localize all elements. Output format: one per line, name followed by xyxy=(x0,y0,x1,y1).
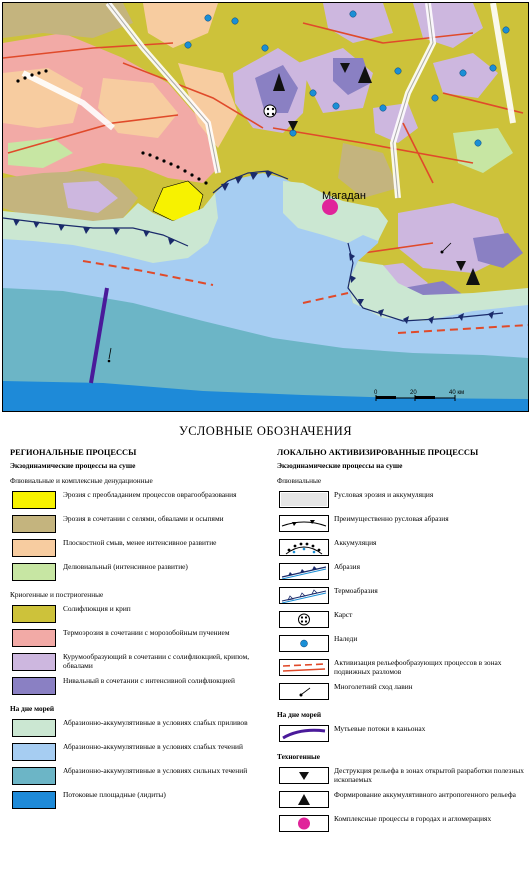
avalanche-icon xyxy=(279,683,329,700)
legend-item xyxy=(10,717,268,740)
map-canvas xyxy=(3,3,528,411)
legend-swatch xyxy=(12,767,56,785)
river-channel-icon xyxy=(279,491,329,508)
legend-item xyxy=(277,723,527,746)
legend-label: Абразионно-аккумулятивные в условиях слабых течений xyxy=(63,742,243,751)
legend-item xyxy=(277,657,527,680)
legend-label: Абразионно-аккумулятивные в условиях слабых приливов xyxy=(63,718,248,727)
legend-label: Эрозия с преобладанием процессов оврагообразования xyxy=(63,490,237,499)
legend-label: Активизация рельефообразующих процессов в зонах подвижных разломов xyxy=(334,658,502,677)
legend-item xyxy=(277,681,527,704)
thermoabrasion-icon xyxy=(279,587,329,604)
technogenic-group-title: Техногенные xyxy=(277,752,320,761)
legend-swatch xyxy=(12,605,56,623)
legend-regional xyxy=(10,448,268,813)
cryogenic-group-title: Криогенные и постриогенные xyxy=(10,590,104,599)
legend-swatch xyxy=(12,719,56,737)
legend-label: Курумообразующий в сочетании с солифлюкцией, крипом, обвалами xyxy=(63,652,250,671)
legend-label: Формирование аккумулятивного антропогенного рельефа xyxy=(334,790,516,799)
legend-label: Нивальный в сочетании с интенсивной солифлюкцией xyxy=(63,676,235,685)
legend-label: Термоэрозия в сочетании с морозобойным пучением xyxy=(63,628,230,637)
legend-title: УСЛОВНЫЕ ОБОЗНАЧЕНИЯ xyxy=(178,424,353,438)
legend-label: Комплексные процессы в городах и агломерациях xyxy=(334,814,492,823)
karst-icon xyxy=(279,611,329,628)
mining-destruction-icon xyxy=(279,767,329,784)
legend-item xyxy=(10,765,268,788)
legend-label: Эрозия в сочетании с селями, обвалами и осыпями xyxy=(63,514,224,523)
fluvial-items xyxy=(277,489,527,704)
legend-item xyxy=(277,813,527,836)
legend-label: Абразия xyxy=(334,562,360,571)
seabed-items xyxy=(277,723,527,746)
fault-zone-icon xyxy=(279,659,329,676)
legend-label: Аккумуляция xyxy=(334,538,377,547)
legend-swatch xyxy=(12,653,56,671)
map-panel xyxy=(2,2,529,412)
legend-label: Мутьевые потоки в каньонах xyxy=(334,724,426,733)
legend-label: Деструкция рельефа в зонах открытой разработки полезных ископаемых xyxy=(334,766,524,785)
legend-label: Преимущественно русловая абразия xyxy=(334,514,449,523)
karst-symbol xyxy=(264,105,276,117)
scale-label-40: 40 км xyxy=(449,390,465,396)
legend-label: Абразионно-аккумулятивные в условиях сильных течений xyxy=(63,766,248,775)
regional-heading: РЕГИОНАЛЬНЫЕ ПРОЦЕССЫ xyxy=(10,448,137,457)
legend-label: Русловая эрозия и аккумуляция xyxy=(334,490,434,499)
legend-swatch xyxy=(12,515,56,533)
scale-label-0: 0 xyxy=(374,390,378,396)
legend-item xyxy=(10,513,268,536)
legend-item xyxy=(277,609,527,632)
legend-label: Солифлюкция и крип xyxy=(63,604,131,613)
legend-label: Наледи xyxy=(334,634,358,643)
legend-item xyxy=(10,651,268,674)
legend-item xyxy=(10,627,268,650)
accumulation-icon xyxy=(279,539,329,556)
legend-item xyxy=(277,513,527,536)
legend-local xyxy=(277,448,527,837)
anthropogenic-relief-icon xyxy=(279,791,329,808)
legend-item xyxy=(277,489,527,512)
regional-groups xyxy=(10,476,268,812)
legend-swatch xyxy=(12,563,56,581)
legend-item xyxy=(277,585,527,608)
magadan-label: Магадан xyxy=(322,190,366,202)
seabed-group-title: На дне морей xyxy=(277,710,322,719)
regional-subheading: Экзодинамические процессы на суше xyxy=(10,461,136,470)
local-heading: ЛОКАЛЬНО АКТИВИЗИРОВАННЫЕ ПРОЦЕССЫ xyxy=(277,448,479,457)
legend-item xyxy=(10,489,268,512)
legend-swatch xyxy=(12,539,56,557)
legend-swatch xyxy=(12,629,56,647)
urban-icon xyxy=(279,815,329,832)
legend-item xyxy=(10,789,268,812)
legend-label: Термоабразия xyxy=(334,586,378,595)
legend-swatch xyxy=(12,491,56,509)
legend-item xyxy=(10,741,268,764)
legend-swatch xyxy=(12,791,56,809)
abrasion-icon xyxy=(279,563,329,580)
channel-abrasion-icon xyxy=(279,515,329,532)
legend-item xyxy=(277,561,527,584)
legend-swatch xyxy=(12,743,56,761)
technogenic-items xyxy=(277,765,527,836)
legend-item xyxy=(277,789,527,812)
legend-item xyxy=(10,675,268,698)
legend-item xyxy=(277,633,527,656)
naled-icon xyxy=(279,635,329,652)
fluvial-denudation-group-title: Флювиальные и комплексные денудационные xyxy=(10,476,153,485)
seabed-regional-group-title: На дне морей xyxy=(10,704,55,713)
legend-item xyxy=(10,537,268,560)
local-subheading: Экзодинамические процессы на суше xyxy=(277,461,403,470)
legend-label: Плоскостной смыв, менее интенсивное развитие xyxy=(63,538,217,547)
fluvial-group-title: Флювиальные xyxy=(277,476,322,485)
legend-item xyxy=(277,537,527,560)
legend-item xyxy=(10,603,268,626)
legend-label: Потоковые площадные (лидиты) xyxy=(63,790,166,799)
legend-label: Делювиальный (интенсивное развитие) xyxy=(63,562,188,571)
legend-label: Многолетний сход лавин xyxy=(334,682,413,691)
legend-swatch xyxy=(12,677,56,695)
turbidity-flow-icon xyxy=(279,725,329,742)
legend-label: Карст xyxy=(334,610,353,619)
legend-item xyxy=(10,561,268,584)
scale-label-20: 20 xyxy=(410,390,417,396)
legend-item xyxy=(277,765,527,788)
